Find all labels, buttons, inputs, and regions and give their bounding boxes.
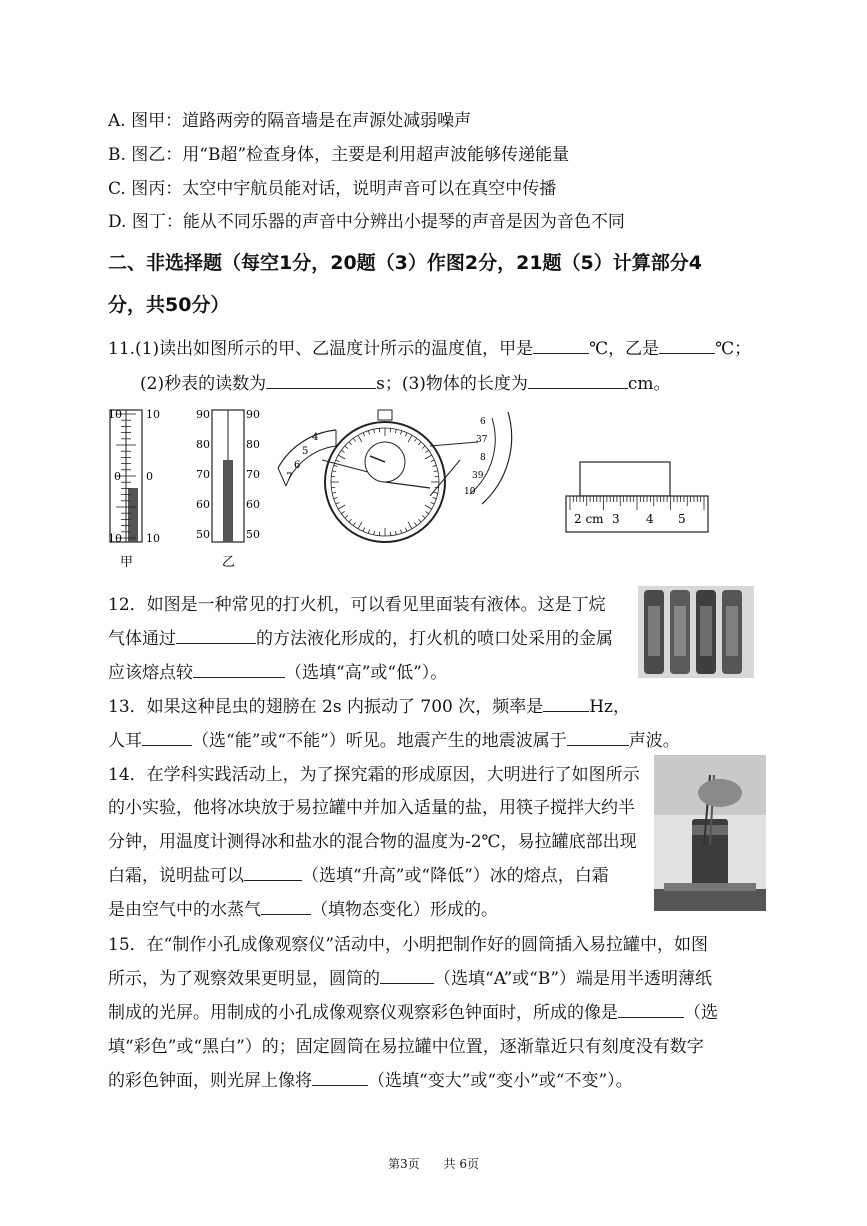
q13-blank-frequency[interactable] (543, 695, 589, 712)
yi-tick-80-r: 80 (246, 438, 260, 451)
q15-text-c1: 制成的光屏。用制成的小孔成像观察仪观察彩色钟面时，所成的像是 (108, 1003, 618, 1023)
q15-blank-color[interactable] (618, 1001, 684, 1018)
q14-line5 (108, 895, 498, 920)
q12-line2 (108, 624, 613, 649)
ruler-label-3: 3 (612, 512, 620, 526)
stopwatch-zoom-6: 6 (294, 460, 301, 471)
q14-text-e1: 是由空气中的水蒸气 (108, 900, 261, 920)
option-c: C. 图丙：太空中宇航员能对话，说明声音可以在真空中传播 (108, 179, 557, 199)
yi-tick-60: 60 (196, 498, 210, 511)
stopwatch-scale-39: 39 (472, 471, 484, 481)
ruler-figure (566, 462, 708, 532)
q13-line1 (108, 692, 630, 717)
ruler-label-5: 5 (678, 512, 686, 526)
jia-tick-top-r: 10 (146, 408, 160, 421)
q11-blank-yi[interactable] (659, 337, 715, 354)
q12-blank-melting[interactable] (193, 661, 285, 678)
jia-tick-bot: 10 (108, 532, 122, 545)
option-a: A. 图甲：道路两旁的隔音墙是在声源处减弱噪声 (108, 111, 472, 131)
frost-experiment-photo (654, 755, 766, 911)
q12-line3 (108, 658, 447, 683)
q15-line4: 填“彩色”或“黑白”）的；固定圆筒在易拉罐中位置，逐渐靠近只有刻度没有数字 (108, 1037, 704, 1057)
q14-text-e2: （填物态变化）形成的。 (311, 900, 498, 920)
yi-tick-80: 80 (196, 438, 210, 451)
q14-line2: 的小实验，他将冰块放于易拉罐中并加入适量的盐，用筷子搅拌大约半 (108, 798, 635, 818)
q13-text-b2: （选“能”或“不能”）听见。地震产生的地震波属于 (192, 731, 567, 751)
q14-text-d2: （选填“升高”或“降低”）冰的熔点，白霜 (302, 866, 609, 886)
section-heading-line2: 分，共50分） (108, 294, 230, 316)
page-footer (0, 1155, 867, 1172)
thermometer-yi (196, 408, 260, 570)
yi-tick-60-r: 60 (246, 498, 260, 511)
jia-tick-top: 10 (108, 408, 122, 421)
q11-text-a: 11.(1)读出如图所示的甲、乙温度计所示的温度值，甲是 (108, 339, 534, 359)
q14-blank-phase[interactable] (261, 898, 311, 915)
jia-tick-bot-r: 10 (146, 532, 160, 545)
yi-tick-90-r: 90 (246, 408, 260, 421)
q15-text-e1: 的彩色钟面，则光屏上像将 (108, 1071, 312, 1091)
q11-text-b: ℃，乙是 (589, 339, 660, 359)
q14-blank-melting[interactable] (244, 864, 302, 881)
q11-text-e: s；(3)物体的长度为 (376, 374, 528, 394)
q14-line3: 分钟，用温度计测得冰和盐水的混合物的温度为-2℃，易拉罐底部出现 (108, 832, 637, 852)
q15-blank-size[interactable] (312, 1069, 368, 1086)
q15-text-e2: （选填“变大”或“变小”或“不变”）。 (368, 1071, 633, 1091)
stopwatch (278, 410, 512, 542)
q13-line2 (108, 726, 680, 751)
q13-text-a2: Hz， (589, 697, 631, 717)
stopwatch-zoom-4: 4 (312, 432, 319, 443)
yi-tick-90: 90 (196, 408, 210, 421)
yi-caption: 乙 (222, 555, 236, 570)
q11-blank-stopwatch[interactable] (266, 372, 376, 389)
q14-line1: 14．在学科实践活动上，为了探究霜的形成原因，大明进行了如图所示 (108, 765, 640, 785)
q15-text-b2: （选填“A”或“B”）端是用半透明薄纸 (434, 969, 713, 989)
q15-line5 (108, 1066, 633, 1091)
q15-text-c2: （选 (684, 1003, 718, 1023)
thermometer-jia (108, 408, 160, 570)
q11-blank-jia[interactable] (533, 337, 589, 354)
q11-text-f: cm。 (627, 374, 671, 394)
q12-text-b1: 气体通过 (108, 629, 176, 649)
page-number: 第3页 (388, 1157, 420, 1171)
q15-line1: 15．在“制作小孔成像观察仪”活动中，小明把制作好的圆筒插入易拉罐中，如图 (108, 935, 709, 955)
q13-blank-hear[interactable] (142, 729, 192, 746)
q13-text-a1: 13．如果这种昆虫的翅膀在 2s 内振动了 700 次，频率是 (108, 697, 544, 717)
stopwatch-scale-6: 6 (480, 417, 486, 427)
q15-line3 (108, 998, 718, 1023)
ruler-label-4: 4 (646, 512, 654, 526)
q12-text-c2: （选填“高”或“低”）。 (285, 663, 448, 683)
stopwatch-scale-37: 37 (476, 435, 488, 445)
jia-tick-mid-r: 0 (146, 470, 153, 483)
yi-tick-70-r: 70 (246, 468, 260, 481)
section-heading-line1: 二、非选择题（每空1分，20题（3）作图2分，21题（5）计算部分4 (108, 252, 702, 274)
q15-line2 (108, 964, 712, 989)
yi-tick-70: 70 (196, 468, 210, 481)
stopwatch-zoom-5: 5 (302, 446, 309, 457)
q15-blank-end[interactable] (380, 967, 434, 984)
q11-text-c: ℃； (715, 339, 752, 359)
q12-line1: 12．如图是一种常见的打火机，可以看见里面装有液体。这是丁烷 (108, 595, 606, 615)
q11-text-d: (2)秒表的读数为 (140, 374, 267, 394)
jia-caption: 甲 (120, 555, 134, 570)
yi-tick-50-r: 50 (246, 528, 260, 541)
q14-line4 (108, 861, 609, 886)
lighter-photo (638, 586, 754, 678)
ruler-label-2cm: 2 cm (574, 512, 604, 526)
q14-text-d1: 白霜，说明盐可以 (108, 866, 244, 886)
yi-tick-50: 50 (196, 528, 210, 541)
page-total: 共 6页 (443, 1157, 479, 1171)
option-d: D. 图丁：能从不同乐器的声音中分辨出小提琴的声音是因为音色不同 (108, 212, 625, 232)
stopwatch-scale-8: 8 (480, 453, 486, 463)
option-b: B. 图乙：用“B超”检查身体，主要是利用超声波能够传递能量 (108, 145, 570, 165)
q13-text-b1: 人耳 (108, 731, 142, 751)
stopwatch-zoom-7: 7 (286, 472, 293, 483)
q13-blank-wave[interactable] (567, 729, 629, 746)
q12-text-b2: 的方法液化形成的，打火机的喷口处采用的金属 (256, 629, 613, 649)
stopwatch-scale-10: 10 (464, 487, 476, 497)
jia-tick-mid: 0 (114, 470, 121, 483)
q11-blank-length[interactable] (528, 372, 628, 389)
q12-blank-method[interactable] (176, 627, 256, 644)
figure-11 (100, 400, 720, 575)
q11-line1 (108, 334, 751, 359)
q12-text-c1: 应该熔点较 (108, 663, 193, 683)
q13-text-b3: 声波。 (628, 731, 680, 751)
q11-line2 (140, 369, 671, 394)
q15-text-b1: 所示，为了观察效果更明显，圆筒的 (108, 969, 380, 989)
